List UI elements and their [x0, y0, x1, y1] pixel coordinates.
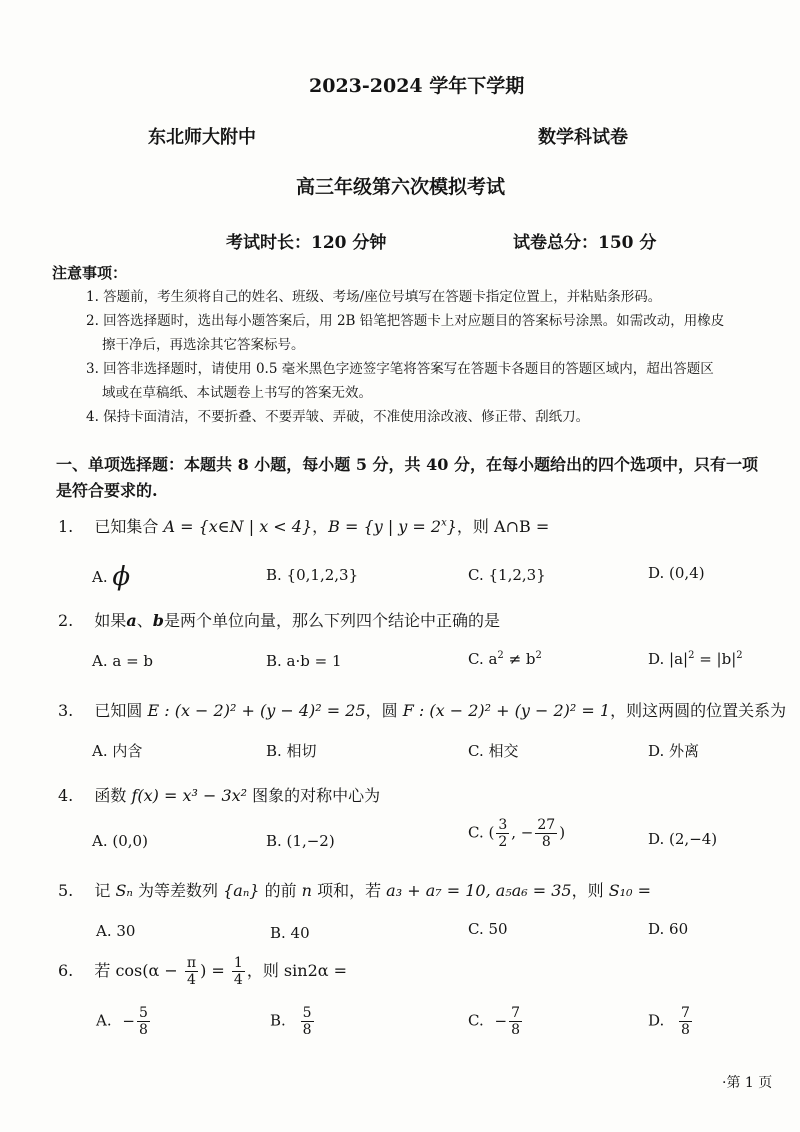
note-item-2: 2. 回答选择题时，选出每小题答案后，用 2B 铅笔把答题卡上对应题目的答案标号涂黑。如需改动，用橡皮 — [86, 313, 725, 329]
q2-vector-b: b — [152, 611, 164, 630]
q1-stem: 已知集合 — [94, 517, 164, 536]
q6-option-a-num: 5 — [138, 1005, 148, 1021]
q4-option-c-den-2: 8 — [541, 834, 551, 850]
q4-option-c-num-2: 27 — [537, 817, 556, 833]
q1-exponent: x — [441, 517, 447, 529]
q4-option-c-end: ) — [559, 823, 566, 842]
q6-option-d — [648, 1006, 694, 1037]
q2-option-d-sup1: 2 — [688, 650, 695, 661]
q6-option-a-den: 8 — [138, 1022, 148, 1038]
q5-condition: a₃ + a₇ = 10, a₅a₆ = 35 — [386, 881, 572, 900]
q5-s10: S₁₀ = — [608, 881, 651, 900]
q6-stem: 若 — [94, 961, 116, 980]
q1-set-a: A = {x∈N | x < 4} — [163, 517, 313, 536]
q2-option-c-sup1: 2 — [497, 650, 504, 661]
q3-stem: 已知圆 — [94, 701, 148, 720]
question-4 — [58, 783, 380, 806]
q6-option-c-frac — [509, 1006, 522, 1037]
q4-option-c-pre: C. ( — [468, 823, 495, 842]
notes-heading: 注意事项： — [52, 264, 128, 282]
note-item-1: 1. 答题前，考生须将自己的姓名、班级、考场/座位号填写在答题卡指定位置上，并粘贴条形码。 — [86, 289, 662, 305]
q5-stem-d: 项和，若 — [311, 881, 387, 900]
q6-option-b-den: 8 — [302, 1022, 312, 1038]
note-item-3: 3. 回答非选择题时，请使用 0.5 毫米黑色字迹签字笔将答案写在答题卡各题目的答题区域内，超出答题区 — [86, 361, 714, 377]
q4-function: f(x) = x³ − 3x² — [131, 786, 248, 805]
q2-option-c-sup2: 2 — [535, 650, 542, 661]
q3-stem-end: ，则这两圆的位置关系为 — [610, 701, 787, 720]
q4-option-c-den-1: 2 — [498, 834, 508, 850]
q6-option-d-frac — [679, 1006, 692, 1037]
q6-cos-pre: cos(α − — [115, 961, 183, 980]
q1-set-b-end: } — [446, 517, 457, 536]
q3-option-d: D. 外离 — [648, 742, 700, 760]
question-3 — [58, 698, 786, 721]
q3-number: 3. — [58, 701, 74, 720]
q4-option-c-frac-2 — [535, 818, 557, 849]
q6-cos-end: ) = — [200, 961, 230, 980]
q5-option-c: C. 50 — [468, 920, 508, 938]
note-item-4: 4. 保持卡面清洁，不要折叠、不要弄皱、弄破，不准使用涂改液、修正带、刮纸刀。 — [86, 409, 590, 425]
q6-option-c-num: 7 — [511, 1005, 520, 1021]
q5-option-b: B. 40 — [270, 924, 310, 942]
q3-option-a: A. 内含 — [92, 742, 143, 760]
q3-option-b: B. 相切 — [266, 742, 317, 760]
subject-title: 数学科试卷 — [538, 127, 628, 148]
q1-option-c: C. {1,2,3} — [468, 566, 546, 584]
q2-option-c — [468, 650, 542, 668]
q4-option-c-frac-1 — [496, 818, 509, 849]
q4-option-a: A. (0,0) — [92, 832, 148, 850]
q6-stem-end: ，则 sin2α = — [246, 961, 348, 980]
q6-one: 1 — [233, 955, 243, 971]
q2-option-b: B. a·b = 1 — [266, 652, 342, 670]
q1-option-a-empty-set: ϕ — [112, 562, 131, 592]
q2-option-d-sup2: 2 — [736, 650, 743, 661]
q4-stem: 函数 — [94, 786, 132, 805]
question-1 — [58, 514, 549, 537]
q2-stem: 如果 — [94, 611, 127, 630]
q6-option-d-num: 7 — [681, 1005, 690, 1021]
q3-circle-f: F : (x − 2)² + (y − 2)² = 1 — [402, 701, 611, 720]
q2-option-c-mid: ≠ b — [503, 650, 536, 668]
q2-option-c-pre: C. a — [468, 650, 498, 668]
q5-an: {aₙ} — [223, 881, 260, 900]
question-6 — [58, 956, 347, 987]
q5-stem-b: 为等差数列 — [132, 881, 224, 900]
q6-option-c-label: C. — [468, 1011, 484, 1030]
q4-option-c-mid: , − — [511, 823, 534, 842]
q1-comma: ， — [312, 517, 329, 536]
q6-option-b — [270, 1006, 316, 1037]
q4-stem-end: 图象的对称中心为 — [247, 786, 381, 805]
q5-stem-e: ，则 — [571, 881, 609, 900]
q2-option-d — [648, 650, 743, 668]
q1-set-b: B = {y | y = 2 — [328, 517, 442, 536]
question-5 — [58, 878, 651, 901]
page-number: ·第 1 页 — [722, 1075, 773, 1091]
q4-option-d: D. (2,−4) — [648, 830, 718, 848]
q2-option-a: A. a = b — [92, 652, 154, 670]
q6-four: 4 — [187, 972, 196, 988]
q2-number: 2. — [58, 611, 74, 630]
q2-option-d-mid: = |b| — [694, 650, 737, 668]
exam-name: 高三年级第六次模拟考试 — [296, 176, 506, 198]
q6-option-a — [96, 1006, 152, 1037]
q4-option-c — [468, 818, 565, 849]
section-1-heading-cont: 是符合要求的. — [56, 481, 158, 500]
q4-option-b: B. (1,−2) — [266, 832, 335, 850]
q3-circle-e: E : (x − 2)² + (y − 4)² = 25 — [147, 701, 366, 720]
q5-stem-c: 的前 — [259, 881, 302, 900]
question-2 — [58, 608, 500, 631]
q5-n: n — [301, 881, 312, 900]
q4-option-c-num-1: 3 — [498, 817, 508, 833]
q6-option-d-den: 8 — [681, 1022, 690, 1038]
q2-sep: 、 — [136, 611, 153, 630]
q5-stem: 记 — [94, 881, 116, 900]
q6-option-b-label: B. — [270, 1011, 286, 1030]
q6-option-a-sign: − — [122, 1011, 135, 1030]
q6-pi-over-4 — [185, 956, 198, 987]
q1-option-d: D. (0,4) — [648, 564, 705, 582]
q6-option-c-sign: − — [494, 1011, 508, 1030]
school-name: 东北师大附中 — [148, 127, 256, 148]
q1-number: 1. — [58, 517, 74, 536]
q2-vector-a: a — [126, 611, 137, 630]
q5-number: 5. — [58, 881, 74, 900]
q5-sn: Sₙ — [115, 881, 133, 900]
q6-four-2: 4 — [233, 972, 243, 988]
q1-option-b: B. {0,1,2,3} — [266, 566, 359, 584]
q5-option-a: A. 30 — [96, 922, 136, 940]
q6-option-a-frac — [137, 1006, 150, 1037]
q6-option-c — [468, 1006, 524, 1037]
q6-option-a-label: A. — [96, 1011, 112, 1030]
q5-option-d: D. 60 — [648, 920, 689, 938]
q6-option-b-frac — [301, 1006, 314, 1037]
q3-option-c: C. 相交 — [468, 742, 519, 760]
note-item-3-cont: 域或在草稿纸、本试题卷上书写的答案无效。 — [102, 385, 372, 401]
q6-option-b-num: 5 — [302, 1005, 312, 1021]
note-item-2-cont: 擦干净后，再选涂其它答案标号。 — [102, 337, 305, 353]
q6-one-quarter — [232, 956, 245, 987]
q2-stem-end: 是两个单位向量，那么下列四个结论中正确的是 — [163, 611, 500, 630]
total-score: 试卷总分：150 分 — [513, 233, 657, 253]
q1-stem-end: ，则 A∩B = — [456, 517, 550, 536]
exam-duration: 考试时长：120 分钟 — [226, 233, 387, 253]
q1-option-a-label: A. — [92, 568, 108, 586]
q4-number: 4. — [58, 786, 74, 805]
section-1-heading: 一、单项选择题：本题共 8 小题，每小题 5 分，共 40 分，在每小题给出的四个选项中，只有一项 — [56, 455, 758, 474]
q1-option-a — [92, 562, 130, 592]
q3-stem-mid: ，圆 — [365, 701, 403, 720]
q6-pi: π — [186, 955, 197, 971]
q6-option-c-den: 8 — [511, 1022, 520, 1038]
year-term-title: 2023-2024 学年下学期 — [309, 75, 525, 97]
q6-number: 6. — [58, 961, 74, 980]
q2-option-d-pre: D. |a| — [648, 650, 689, 668]
q6-option-d-label: D. — [648, 1011, 665, 1030]
